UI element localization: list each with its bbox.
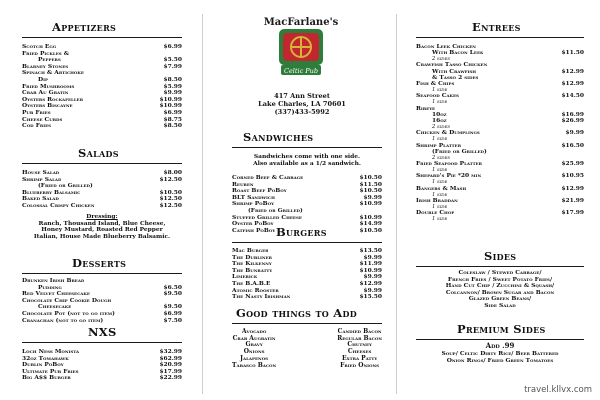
menu-item-row bbox=[22, 90, 182, 97]
menu-item-price: $32.99 bbox=[159, 348, 182, 355]
list-item: Chutney bbox=[347, 341, 372, 349]
menu-item-name: Ribeye bbox=[416, 105, 436, 112]
menu-item-row bbox=[22, 64, 182, 71]
menu-item-name: Limerick bbox=[232, 274, 258, 281]
menu-item-row bbox=[22, 356, 182, 363]
desserts-heading: Desserts bbox=[72, 256, 127, 270]
list-item: Tabasco Bacon bbox=[232, 361, 277, 369]
menu-item-price: $11.50 bbox=[359, 180, 382, 188]
menu-item-name: 1 side bbox=[432, 87, 448, 94]
menu-item-row bbox=[22, 103, 182, 110]
menu-item-price: $7.50 bbox=[163, 316, 182, 324]
menu-item-price: $6.50 bbox=[163, 283, 182, 291]
menu-item-row bbox=[22, 278, 182, 285]
menu-item-name: 1 side bbox=[432, 191, 448, 198]
menu-item-name: Oysters Biscayne bbox=[22, 103, 73, 110]
menu-item-row bbox=[22, 196, 182, 203]
entrees-underline bbox=[416, 37, 584, 38]
menu-item-price: $6.99 bbox=[163, 309, 182, 317]
list-item: Crab Augratin bbox=[232, 334, 276, 342]
entrees-heading: Entrees bbox=[472, 20, 521, 34]
menu-item-name: 10oz bbox=[432, 111, 447, 118]
menu-item-name: Fish & Chips bbox=[416, 80, 455, 87]
dressing-line: Ranch, Thousand Island, Blue Cheese, bbox=[38, 219, 166, 227]
menu-item-name: Stuffed Grilled Cheese bbox=[232, 214, 302, 221]
menu-item-name: House Salad bbox=[22, 170, 60, 176]
menu-item-price: $9.50 bbox=[163, 303, 182, 311]
list-item: Gravy bbox=[245, 341, 263, 349]
list-item: Onion Rings/ Fried Green Tomatoes bbox=[446, 356, 554, 364]
menu-item-name: 1 side bbox=[432, 216, 448, 223]
menu-item-name: Atomic Rooster bbox=[232, 287, 279, 294]
menu-item-row bbox=[22, 304, 182, 311]
menu-item-name: Irish Braddan bbox=[416, 197, 458, 204]
list-item: Regular Bacon bbox=[337, 334, 382, 342]
menu-item-row bbox=[22, 177, 182, 184]
menu-item-name: With Crawfish bbox=[432, 68, 477, 75]
menu-item-row bbox=[232, 248, 382, 255]
menu-item-name: 1 side bbox=[432, 136, 448, 143]
menu-item-name: 1 side bbox=[432, 204, 448, 211]
nxs-underline bbox=[22, 342, 182, 343]
list-item: Extra Patty bbox=[341, 354, 378, 362]
menu-item-name: The Kilkenny bbox=[232, 261, 272, 268]
good-things-list bbox=[232, 329, 382, 369]
menu-item-name: Spinach & Artichoke bbox=[22, 70, 84, 77]
salads-list bbox=[22, 170, 182, 210]
menu-item-name: The B.A.B.E bbox=[232, 280, 271, 287]
menu-item-row bbox=[22, 70, 182, 77]
menu-item-row bbox=[22, 44, 182, 51]
menu-item-row bbox=[232, 268, 382, 275]
menu-item-name: The Nasty Irishman bbox=[232, 294, 291, 301]
menu-item-name: Fried Mushrooms bbox=[22, 83, 75, 90]
menu-item-price: $12.99 bbox=[359, 279, 382, 287]
menu-item-price: $5.50 bbox=[163, 56, 182, 64]
menu-item-price: $10.50 bbox=[359, 226, 382, 234]
menu-item-name: Chocolate Pot (not to go item) bbox=[22, 310, 115, 317]
menu-item-price: $8.50 bbox=[163, 75, 182, 83]
premium-sides-add: Add .99 bbox=[485, 341, 515, 350]
menu-item-price: $10.99 bbox=[359, 200, 382, 208]
menu-item-name: & Tasso 2 sides bbox=[432, 74, 479, 81]
menu-item-price: $10.99 bbox=[359, 213, 382, 221]
menu-item-price: $15.50 bbox=[359, 293, 382, 301]
menu-item-name: Colossal Crispy Chicken bbox=[22, 202, 95, 209]
menu-item-row bbox=[416, 216, 584, 222]
menu-item-name: 2 sides bbox=[432, 56, 451, 63]
menu-item-price: $8.75 bbox=[163, 115, 182, 123]
dressing-title: Dressing: bbox=[86, 213, 118, 220]
menu-item-price: $17.99 bbox=[561, 209, 584, 217]
menu-item-name: Blueberry Balsamic bbox=[22, 189, 81, 196]
premium-sides-underline bbox=[416, 339, 584, 340]
desserts-underline bbox=[22, 273, 182, 274]
menu-item-name: Shrimp Salad bbox=[22, 176, 62, 183]
menu-item-price: $26.99 bbox=[561, 116, 584, 124]
menu-item-name: Dip bbox=[38, 76, 48, 83]
menu-item-price: $14.50 bbox=[561, 92, 584, 100]
menu-item-price: $12.99 bbox=[561, 79, 584, 87]
menu-item-price: $9.99 bbox=[363, 286, 382, 294]
menu-item-name: (Fried or Grilled) bbox=[38, 183, 93, 190]
menu-item-name: Fried Pickles & bbox=[22, 50, 70, 57]
menu-item-name: Cod Fries bbox=[22, 123, 52, 130]
menu-item-price: $12.50 bbox=[159, 201, 182, 209]
dressing-block bbox=[22, 214, 182, 240]
sides-heading: Sides bbox=[484, 249, 517, 263]
menu-item-row bbox=[22, 97, 182, 104]
menu-item-row bbox=[22, 84, 182, 91]
address-street: 417 Ann Street bbox=[274, 92, 330, 100]
menu-item-price: $62.99 bbox=[159, 354, 182, 362]
menu-item-row bbox=[22, 203, 182, 210]
menu-item-price: $9.99 bbox=[163, 89, 182, 97]
menu-item-price: $14.99 bbox=[359, 220, 382, 228]
address-phone: (337)433-5992 bbox=[274, 108, 330, 116]
menu-item-name: Pub Fries bbox=[22, 109, 51, 116]
menu-item-row bbox=[232, 188, 382, 195]
dressing-line: Honey Mustard, Roasted Red Pepper bbox=[41, 226, 163, 234]
menu-item-price: $6.99 bbox=[163, 43, 182, 50]
menu-item-row bbox=[22, 318, 182, 325]
menu-item-name: (Fried or Grilled) bbox=[432, 148, 487, 155]
menu-item-price: $25.99 bbox=[561, 159, 584, 167]
menu-item-name: Shrimp Platter bbox=[416, 142, 462, 149]
menu-item-name: With Bacon Leek bbox=[432, 50, 484, 57]
list-item: Hand Cut Chip / Zucchini & Squash/ bbox=[445, 282, 555, 290]
menu-item-name: Mac Burger bbox=[232, 248, 269, 254]
menu-item-price: $8.00 bbox=[163, 169, 182, 176]
menu-item-price: $5.99 bbox=[163, 82, 182, 90]
menu-item-row bbox=[22, 123, 182, 130]
menu-item-row bbox=[22, 77, 182, 84]
menu-item-price: $9.99 bbox=[363, 193, 382, 201]
list-item: Soup/ Celtic Dirty Rice/ Beer Battered bbox=[441, 350, 559, 357]
list-item: Glazed Green Beans/ bbox=[468, 295, 532, 303]
menu-item-price: $6.99 bbox=[163, 108, 182, 116]
menu-item-price: $9.50 bbox=[163, 290, 182, 298]
menu-item-name: Cranachan (not to go item) bbox=[22, 317, 104, 324]
list-item: French Fries / Sweet Potato Fries/ bbox=[447, 275, 553, 283]
menu-item-row bbox=[22, 51, 182, 58]
menu-item-name: The Dubliner bbox=[232, 254, 272, 261]
list-item: Coleslaw / Stewed Cabbage/ bbox=[458, 269, 542, 276]
menu-item-row bbox=[22, 170, 182, 177]
menu-item-price: $11.99 bbox=[359, 260, 382, 268]
sandwich-note: Sandwiches come with one side. bbox=[253, 153, 361, 160]
menu-item-name: Cheese Curds bbox=[22, 116, 63, 123]
menu-item-name: 2 sides bbox=[432, 124, 451, 131]
menu-item-name: Blarney Stones bbox=[22, 63, 69, 70]
burgers-underline bbox=[232, 242, 382, 243]
menu-item-price: $12.50 bbox=[159, 195, 182, 203]
menu-item-name: Shrimp PoBoy bbox=[232, 201, 274, 208]
menu-item-price: $16.99 bbox=[561, 110, 584, 118]
menu-item-name: Bangers & Mash bbox=[416, 185, 467, 192]
good-things-underline bbox=[232, 323, 382, 324]
premium-sides-heading: Premium Sides bbox=[457, 322, 546, 336]
good-things-left-column bbox=[232, 329, 276, 369]
menu-item-name: Loch Ness Monista bbox=[22, 349, 80, 355]
menu-item-price: $12.99 bbox=[561, 67, 584, 75]
logo-banner-text: Celtic Pub bbox=[283, 67, 319, 75]
menu-item-name: BLT Sandwich bbox=[232, 194, 275, 201]
menu-item-name: Reuben bbox=[232, 181, 254, 188]
list-item: Jalapenos bbox=[240, 354, 269, 362]
salads-heading: Salads bbox=[78, 146, 119, 160]
right-column bbox=[402, 0, 600, 400]
menu-item-row bbox=[22, 375, 182, 382]
appetizers-underline bbox=[22, 37, 182, 38]
menu-item-name: Oyster PoBoy bbox=[232, 221, 274, 228]
menu-item-price: $10.99 bbox=[359, 266, 382, 274]
appetizers-list bbox=[22, 44, 182, 130]
menu-item-price: $21.99 bbox=[561, 196, 584, 204]
menu-item-row bbox=[22, 57, 182, 64]
menu-item-name: Pudding bbox=[38, 284, 62, 291]
good-things-heading: Good things to Add bbox=[236, 306, 358, 320]
menu-item-name: Fried Seafood Platter bbox=[416, 160, 482, 167]
desserts-list bbox=[22, 278, 182, 324]
list-item: Onions bbox=[243, 348, 265, 356]
menu-item-name: Crawfish Tasso Chicken bbox=[416, 62, 488, 69]
menu-item-name: Bacon Leek Chicken bbox=[416, 44, 476, 50]
menu-item-name: Double Chop bbox=[416, 210, 455, 217]
address-city: Lake Charles, LA 70601 bbox=[258, 100, 346, 108]
menu-item-row bbox=[22, 110, 182, 117]
menu-item-name: Red Velvet Cheesecake bbox=[22, 291, 90, 298]
menu-item-row bbox=[22, 362, 182, 369]
nxs-heading: NXS bbox=[88, 325, 117, 339]
menu-item-name: Big A$$ Burger bbox=[22, 375, 71, 382]
list-item: Avocado bbox=[241, 328, 267, 335]
list-item: Colcannon/ Brown Sugar and Bacon bbox=[445, 288, 555, 296]
logo-title-text: MacFarlane's bbox=[263, 17, 339, 28]
menu-item-price: $10.50 bbox=[159, 188, 182, 196]
menu-item-name: Crab Au Gratin bbox=[22, 90, 69, 97]
menu-item-name: Chocolate Chip Cookie Dough bbox=[22, 297, 112, 304]
dressing-line: Italian, House Made Blueberry Balsamic. bbox=[33, 232, 171, 240]
menu-item-price: $8.50 bbox=[163, 122, 182, 130]
sandwiches-notes bbox=[222, 154, 392, 167]
menu-item-row bbox=[22, 190, 182, 197]
menu-item-name: 1 side bbox=[432, 179, 448, 186]
menu-item-price: $9.99 bbox=[363, 273, 382, 281]
menu-item-price: $22.99 bbox=[159, 374, 182, 382]
menu-item-name: Dublin PoBoy bbox=[22, 362, 64, 369]
menu-item-price: $7.99 bbox=[163, 62, 182, 70]
menu-item-name: Ultimate Pub Fries bbox=[22, 368, 79, 375]
menu-item-name: (Fried or Grilled) bbox=[248, 207, 303, 214]
menu-item-row bbox=[22, 183, 182, 190]
menu-item-name: Scotch Egg bbox=[22, 44, 57, 50]
menu-item-row bbox=[22, 349, 182, 356]
menu-item-row bbox=[22, 311, 182, 318]
list-item: Candied Bacon bbox=[337, 328, 382, 335]
menu-item-name: Chicken & Dumplings bbox=[416, 130, 480, 137]
menu-item-name: Baked Salad bbox=[22, 196, 59, 203]
sides-list bbox=[416, 270, 584, 310]
sides-underline bbox=[416, 266, 584, 267]
menu-item-row bbox=[232, 281, 382, 288]
menu-item-row bbox=[232, 294, 382, 301]
menu-item-name: 1 side bbox=[432, 99, 448, 106]
macfarlanes-logo bbox=[254, 14, 348, 80]
menu-item-price: $20.99 bbox=[159, 361, 182, 369]
sandwiches-underline bbox=[232, 147, 382, 148]
entrees-list bbox=[416, 44, 584, 223]
list-item: Fried Onions bbox=[340, 361, 380, 369]
sandwich-note: Also available as a 1/2 sandwich. bbox=[253, 159, 361, 167]
menu-item-price: $13.50 bbox=[359, 247, 382, 254]
menu-item-price: $11.50 bbox=[561, 49, 584, 57]
sandwiches-heading: Sandwiches bbox=[243, 130, 314, 144]
menu-item-price: $9.99 bbox=[363, 253, 382, 261]
salads-underline bbox=[22, 163, 182, 164]
burgers-heading: Burgers bbox=[276, 225, 327, 239]
menu-item-name: 1 side bbox=[432, 167, 448, 174]
menu-item-price: $16.50 bbox=[561, 141, 584, 149]
menu-item-row bbox=[232, 201, 382, 208]
menu-item-name: Shepard's Pie *20 min bbox=[416, 173, 482, 180]
nxs-list bbox=[22, 349, 182, 382]
menu-item-row bbox=[22, 285, 182, 292]
menu-item-row bbox=[22, 369, 182, 376]
menu-item-price: $9.99 bbox=[565, 129, 584, 137]
menu-item-price: $12.99 bbox=[561, 184, 584, 192]
menu-item-name: Corned Beef & Cabbage bbox=[232, 175, 304, 181]
menu-item-price: $10.99 bbox=[159, 102, 182, 110]
menu-item-name: The Bunratty bbox=[232, 267, 273, 274]
menu-item-price: $12.50 bbox=[159, 175, 182, 183]
menu-item-name: Cheesecake bbox=[38, 304, 72, 311]
menu-item-name: 2 sides bbox=[432, 154, 451, 161]
appetizers-heading: Appetizers bbox=[52, 20, 117, 34]
address-block bbox=[232, 92, 372, 116]
menu-item-price: $17.99 bbox=[159, 367, 182, 375]
menu-item-row bbox=[22, 298, 182, 305]
menu-item-name: 32oz Tomahawk bbox=[22, 355, 69, 362]
menu-item-price: $10.50 bbox=[359, 187, 382, 195]
list-item: Cheeses bbox=[347, 348, 372, 356]
menu-item-price: $10.50 bbox=[359, 174, 382, 181]
menu-item-name: Oysters Rockafeller bbox=[22, 96, 84, 103]
menu-item-name: Roast Beef PoBoy bbox=[232, 188, 287, 195]
site-watermark: travel.kllvx.com bbox=[524, 385, 592, 395]
menu-item-name: 16oz bbox=[432, 117, 447, 124]
menu-item-price: $10.95 bbox=[561, 172, 584, 180]
menu-item-row bbox=[22, 291, 182, 298]
burgers-list bbox=[232, 248, 382, 301]
menu-item-name: Seafood Cakes bbox=[416, 93, 459, 100]
left-column bbox=[0, 0, 196, 400]
list-item: Side Salad bbox=[484, 301, 516, 309]
menu-item-name: Peppers bbox=[38, 57, 61, 64]
menu-item-name: Catfish PoBoy bbox=[232, 227, 276, 234]
menu-item-row bbox=[22, 117, 182, 124]
menu-item-price: $10.99 bbox=[159, 95, 182, 103]
good-things-right-column bbox=[337, 329, 382, 369]
premium-sides-list bbox=[416, 351, 584, 364]
menu-item-name: Drunken Irish Bread bbox=[22, 278, 85, 284]
